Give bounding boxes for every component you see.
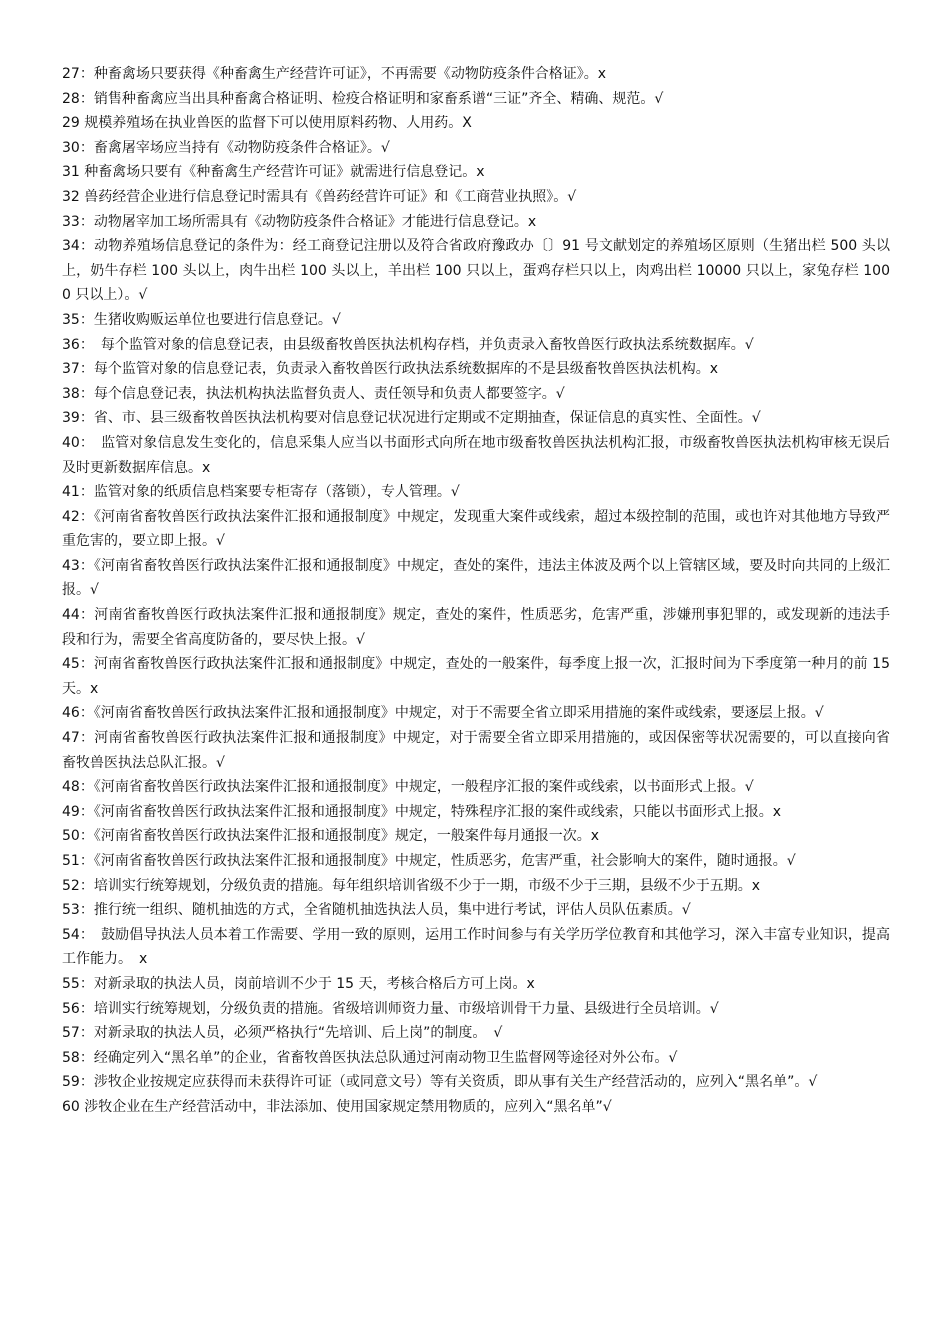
question-item-54: 54： 鼓励倡导执法人员本着工作需要、学用一致的原则，运用工作时间参与有关学历学位教育和其他学习，深入丰富专业知识，提高工作能力。 x	[62, 926, 890, 968]
question-item-28: 28：销售种畜禽应当出具种畜禽合格证明、检疫合格证明和家畜系谱“三证”齐全、精确、规范。√	[62, 90, 664, 107]
question-item-53: 53：推行统一组织、随机抽选的方式，全省随机抽选执法人员，集中进行考试，评估人员队伍素质。√	[62, 902, 691, 919]
question-item-29: 29 规模养殖场在执业兽医的监督下可以使用原料药物、人用药。X	[62, 115, 472, 132]
question-item-34: 34：动物养殖场信息登记的条件为：经工商登记注册以及符合省政府豫政办〔〕91 号文献划定的养殖场区原则（生猪出栏 500 头以上，奶牛存栏 100 头以上，肉牛出栏 100 头以上，羊出栏 100 只以上，蛋鸡存栏只以上，肉鸡出栏 10000 只以上，家兔存栏 1000 只以上）。√	[62, 238, 890, 304]
question-item-37: 37：每个监管对象的信息登记表，负责录入畜牧兽医行政执法系统数据库的不是县级畜牧兽医执法机构。x	[62, 361, 719, 378]
question-item-45: 45：河南省畜牧兽医行政执法案件汇报和通报制度》中规定，查处的一般案件，每季度上报一次，汇报时间为下季度第一种月的前 15 天。x	[62, 656, 890, 697]
question-item-55: 55：对新录取的执法人员，岗前培训不少于 15 天，考核合格后方可上岗。x	[62, 975, 535, 992]
question-item-46: 46：《河南省畜牧兽医行政执法案件汇报和通报制度》中规定，对于不需要全省立即采用措施的案件或线索，要逐层上报。√	[62, 705, 824, 722]
question-item-51: 51：《河南省畜牧兽医行政执法案件汇报和通报制度》中规定，性质恶劣，危害严重，社会影响大的案件，随时通报。√	[62, 853, 796, 869]
question-item-27: 27：种畜禽场只要获得《种畜禽生产经营许可证》，不再需要《动物防疫条件合格证》。x	[62, 66, 607, 82]
question-item-60: 60 涉牧企业在生产经营活动中，非法添加、使用国家规定禁用物质的，应列入“黑名单”√	[62, 1098, 612, 1115]
question-item-49: 49：《河南省畜牧兽医行政执法案件汇报和通报制度》中规定，特殊程序汇报的案件或线索，只能以书面形式上报。x	[62, 803, 782, 820]
question-item-33: 33：动物屠宰加工场所需具有《动物防疫条件合格证》才能进行信息登记。x	[62, 213, 537, 230]
question-item-36: 36： 每个监管对象的信息登记表，由县级畜牧兽医执法机构存档，并负责录入畜牧兽医行政执法系统数据库。√	[62, 336, 754, 353]
question-list	[62, 62, 890, 1120]
question-item-43: 43：《河南省畜牧兽医行政执法案件汇报和通报制度》中规定，查处的案件，违法主体波及两个以上管辖区域，要及时向共同的上级汇报。√	[62, 557, 890, 599]
question-item-41: 41：监管对象的纸质信息档案要专柜寄存（落锁），专人管理。√	[62, 484, 460, 501]
question-item-39: 39：省、市、县三级畜牧兽医执法机构要对信息登记状况进行定期或不定期抽查，保证信息的真实性、全面性。√	[62, 410, 761, 427]
question-item-50: 50：《河南省畜牧兽医行政执法案件汇报和通报制度》规定，一般案件每月通报一次。x	[62, 828, 600, 845]
question-item-31: 31 种畜禽场只要有《种畜禽生产经营许可证》就需进行信息登记。x	[62, 164, 485, 181]
question-item-38: 38：每个信息登记表，执法机构执法监督负责人、责任领导和负责人都要签字。√	[62, 385, 565, 402]
question-item-57: 57：对新录取的执法人员，必须严格执行“先培训、后上岗”的制度。 √	[62, 1025, 503, 1042]
question-item-44: 44：河南省畜牧兽医行政执法案件汇报和通报制度》规定，查处的案件，性质恶劣，危害严重，涉嫌刑事犯罪的，或发现新的违法手段和行为，需要全省高度防备的，要尽快上报。√	[62, 607, 890, 648]
question-item-56: 56：培训实行统筹规划，分级负责的措施。省级培训师资力量、市级培训骨干力量、县级进行全员培训。√	[62, 1000, 719, 1017]
question-item-40: 40： 监管对象信息发生变化的，信息采集人应当以书面形式向所在地市级畜牧兽医执法机构汇报，市级畜牧兽医执法机构审核无误后及时更新数据库信息。x	[62, 434, 890, 476]
question-item-42: 42：《河南省畜牧兽医行政执法案件汇报和通报制度》中规定，发现重大案件或线索，超过本级控制的范围，或也许对其他地方导致严重危害的，要立即上报。√	[62, 508, 890, 550]
question-item-47: 47：河南省畜牧兽医行政执法案件汇报和通报制度》中规定，对于需要全省立即采用措施的，或因保密等状况需要的，可以直接向省畜牧兽医执法总队汇报。√	[62, 730, 890, 771]
question-item-48: 48：《河南省畜牧兽医行政执法案件汇报和通报制度》中规定，一般程序汇报的案件或线索，以书面形式上报。√	[62, 779, 754, 796]
question-item-52: 52：培训实行统筹规划，分级负责的措施。每年组织培训省级不少于一期，市级不少于三期，县级不少于五期。x	[62, 877, 761, 894]
question-item-59: 59：涉牧企业按规定应获得而未获得许可证（或同意文号）等有关资质，即从事有关生产经营活动的，应列入“黑名单”。√	[62, 1074, 818, 1091]
question-item-58: 58：经确定列入“黑名单”的企业，省畜牧兽医执法总队通过河南动物卫生监督网等途径对外公布。√	[62, 1049, 678, 1066]
question-item-35: 35：生猪收购贩运单位也要进行信息登记。√	[62, 311, 341, 328]
question-item-32: 32 兽药经营企业进行信息登记时需具有《兽药经营许可证》和《工商营业执照》。√	[62, 188, 577, 205]
question-item-30: 30：畜禽屠宰场应当持有《动物防疫条件合格证》。√	[62, 139, 390, 156]
